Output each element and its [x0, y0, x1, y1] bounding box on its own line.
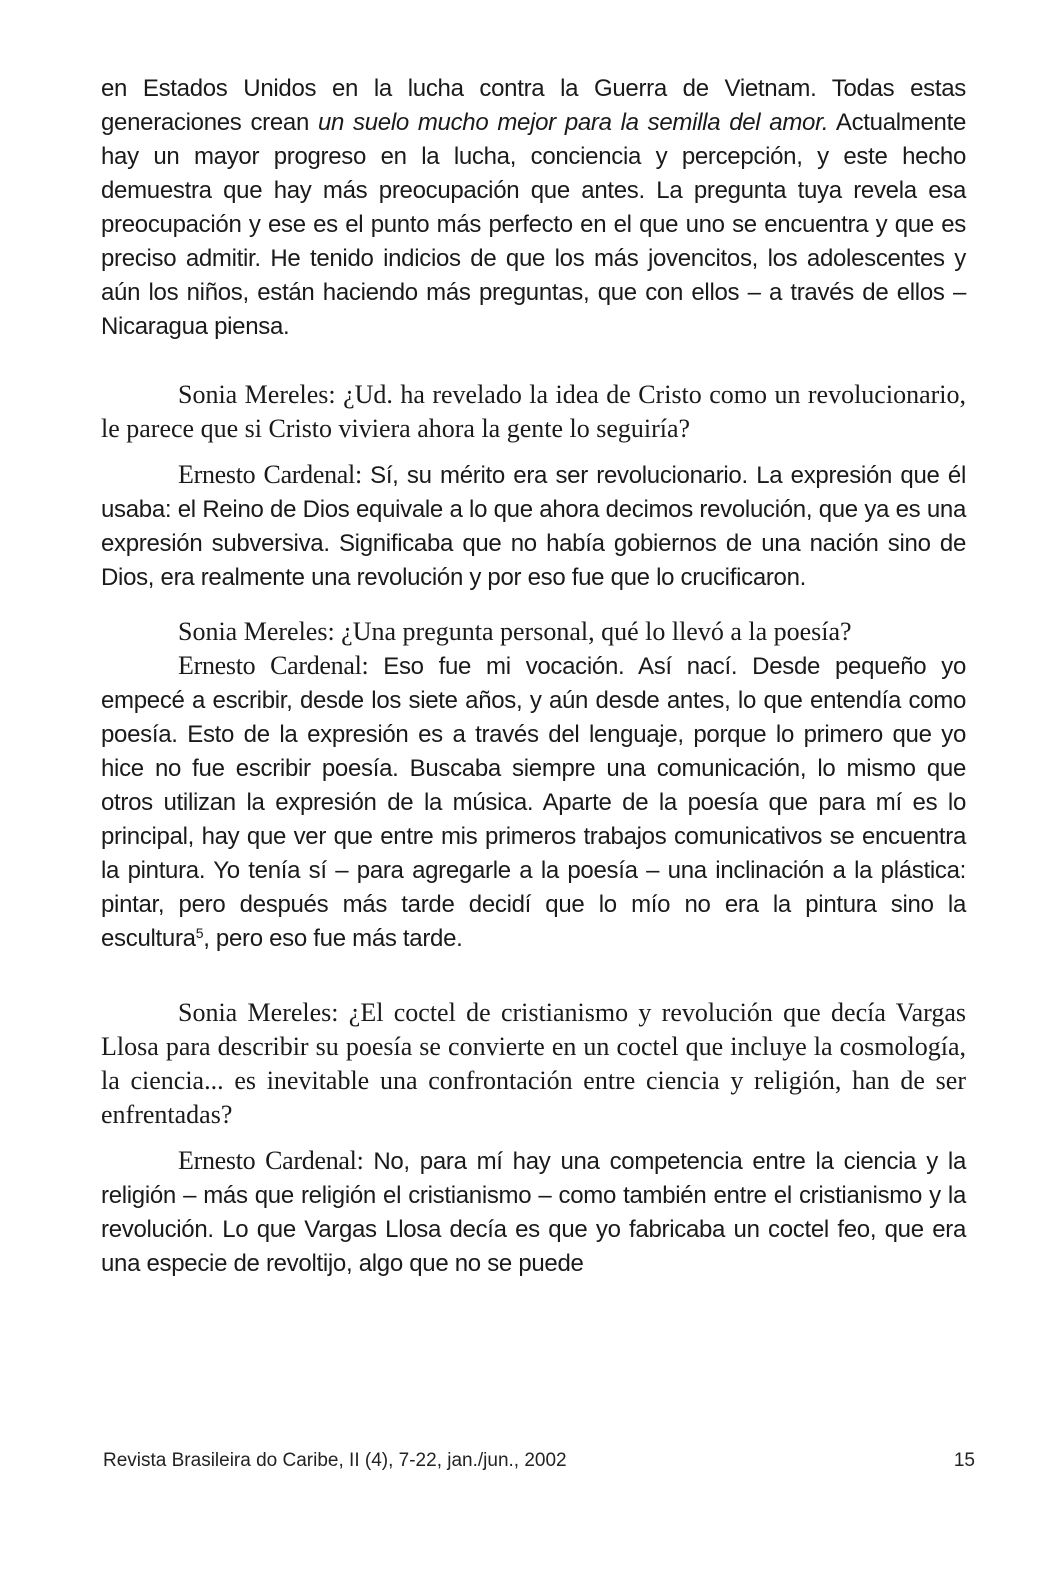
paragraph-1-text-b: Actualmente hay un mayor progreso en la lucha, conciencia y percepción, y este hecho demuestra que hay más preocupación que antes. La pregunta tuya revela esa preocupación y ese es el punto más perfecto en el que uno se encuentra y que es preciso admitir. He tenido indicios de que los más jovencitos, los adolescentes y aún los niños, están haciendo más preguntas, que con ellos – a través de ellos – Nicaragua piensa. — [101, 109, 967, 340]
paragraph-1-italic: un suelo mucho mejor para la semilla del amor. — [317, 109, 829, 136]
journal-citation: Revista Brasileira do Caribe, II (4), 7-22, jan./jun., 2002 — [103, 1450, 567, 1471]
page-number: 15 — [953, 1450, 975, 1471]
answer-3-speaker: Ernesto Cardenal: — [178, 1146, 374, 1175]
answer-2-text-a: Eso fue mi vocación. Así nací. Desde pequeño yo empecé a escribir, desde los siete años, y aún desde antes, lo que entendía como poesía. Esto de la expresión es a través del lenguaje, porque lo primero que yo hice no fue escribir poesía. Buscaba siempre una comunicación, lo mismo que otros utilizan la expresión de la música. Aparte de la poesía que para mí es lo principal, hay que ver que entre mis primeros trabajos comunicativos se encuentra la pintura. Yo tenía sí – para agregarle a la poesía – una inclinación a la plástica: pintar, pero después más tarde decidí que lo mío no era la pintura sino la escultura — [101, 653, 967, 952]
paragraph-1 — [101, 72, 966, 344]
article-body — [101, 72, 966, 1281]
answer-1-text: Sí, su mérito era ser revolucionario. La expresión que él usaba: el Reino de Dios equivale a lo que ahora decimos revolución, que ya es una expresión subversiva. Significaba que no había gobiernos de una nación sino de Dios, era realmente una revolución y por eso fue que lo crucificaron. — [101, 462, 967, 591]
footnote-ref[interactable]: 5 — [195, 925, 204, 941]
answer-2-text-b: , pero eso fue más tarde. — [203, 925, 463, 952]
question-3: Sonia Mereles: ¿El coctel de cristianismo y revolución que decía Vargas Llosa para describir su poesía se convierte en un coctel que incluye la cosmología, la ciencia... es inevitable una confrontación entre ciencia y religión, han de ser enfrentadas? — [101, 998, 966, 1129]
answer-2-speaker: Ernesto Cardenal: — [178, 651, 384, 680]
question-2: Sonia Mereles: ¿Una pregunta personal, qué lo llevó a la poesía? — [178, 617, 852, 646]
answer-3-text: No, para mí hay una competencia entre la ciencia y la religión – más que religión el cristianismo – como también entre el cristianismo y la revolución. Lo que Vargas Llosa decía es que yo fabricaba un coctel feo, que era una especie de revoltijo, algo que no se puede — [101, 1148, 966, 1277]
answer-2 — [101, 649, 966, 956]
answer-3 — [101, 1144, 966, 1281]
paragraph-1-text-a: en Estados Unidos en la lucha contra la Guerra de Vietnam. Todas estas generaciones crean — [101, 75, 966, 136]
answer-1-speaker: Ernesto Cardenal: — [178, 460, 371, 489]
answer-1 — [101, 458, 966, 595]
question-1: Sonia Mereles: ¿Ud. ha revelado la idea de Cristo como un revolucionario, le parece que si Cristo viviera ahora la gente lo seguiría? — [101, 380, 966, 443]
